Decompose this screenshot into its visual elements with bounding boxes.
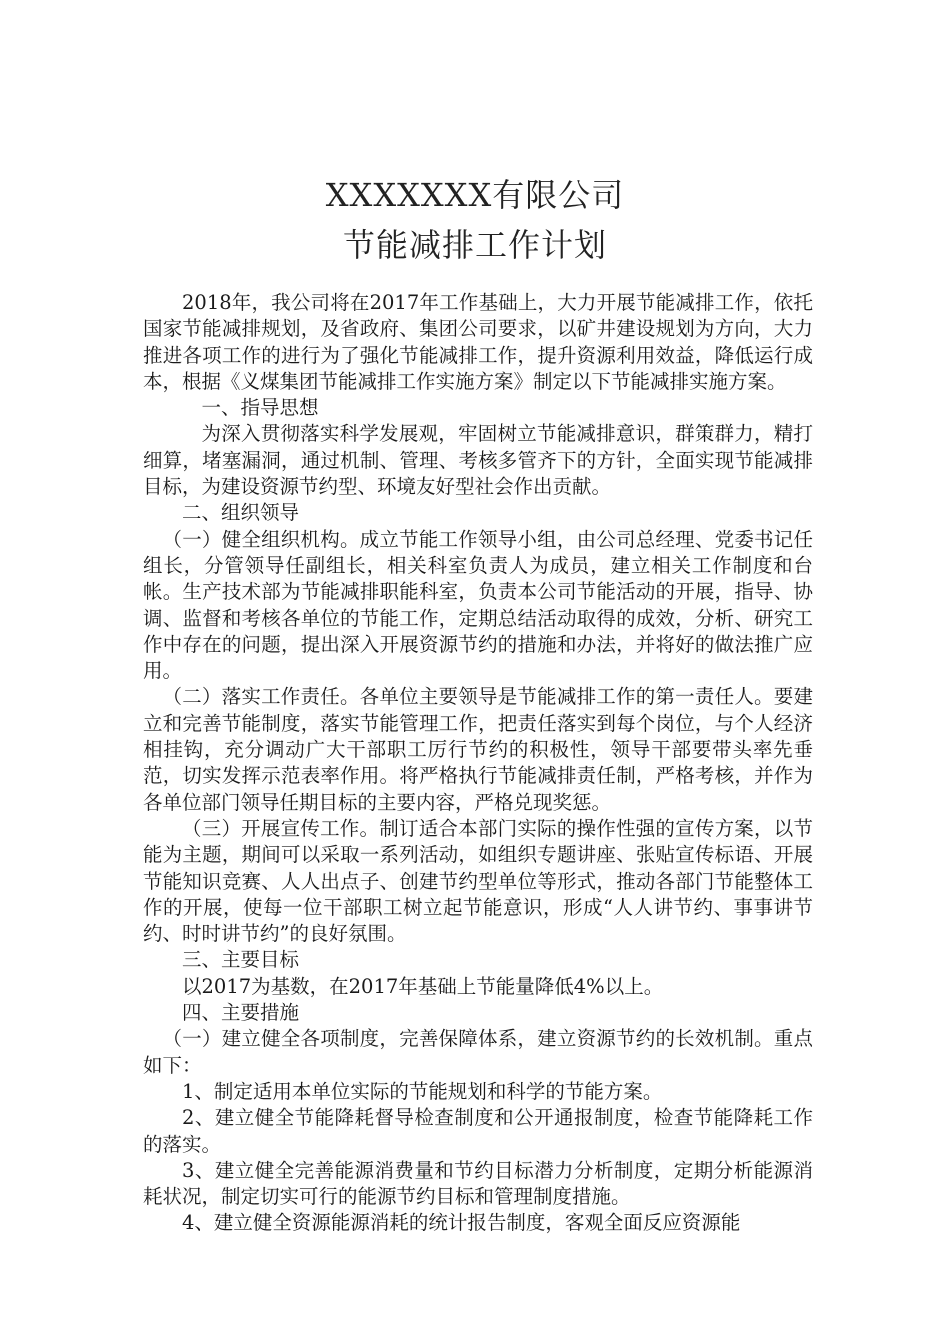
measures-subitem-4: 4、建立健全资源能源消耗的统计报告制度，客观全面反应资源能: [182, 1211, 741, 1235]
guiding-ideology-paragraph: 为深入贯彻落实科学发展观，牢固树立节能减排意识，群策群力，精打细算，堵塞漏洞，通过机制、管理、考核多管齐下的方针，全面实现节能减排目标，为建设资源节约型、环境友好型社会作出贡献。: [143, 422, 813, 499]
section-heading-organization: 二、组织领导: [182, 501, 300, 525]
intro-paragraph: 2018年，我公司将在2017年工作基础上，大力开展节能减排工作，依托国家节能减排规划，及省政府、集团公司要求，以矿井建设规划为方向，大力推进各项工作的进行为了强化节能减排工作，提升资源利用效益，降低运行成本，根据《义煤集团节能减排工作实施方案》制定以下节能减排实施方案。: [143, 291, 813, 393]
document-body: [143, 290, 813, 1237]
organization-item-2: （二）落实工作责任。各单位主要领导是节能减排工作的第一责任人。要建立和完善节能制度，落实节能管理工作，把责任落实到每个岗位，与个人经济相挂钩，充分调动广大干部职工厉行节约的积极性，领导干部要带头率先垂范，切实发挥示范表率作用。将严格执行节能减排责任制，严格考核，并作为各单位部门领导任期目标的主要内容，严格兑现奖惩。: [143, 685, 813, 814]
plan-title: 节能减排工作计划: [342, 226, 607, 264]
measures-subitem-3: 3、建立健全完善能源消费量和节约目标潜力分析制度，定期分析能源消耗状况，制定切实可行的能源节约目标和管理制度措施。: [143, 1158, 813, 1209]
measures-subitem-1: 1、制定适用本单位实际的节能规划和科学的节能方案。: [182, 1079, 663, 1103]
measures-subitem-2: 2、建立健全节能降耗督导检查制度和公开通报制度，检查节能降耗工作的落实。: [143, 1106, 813, 1156]
measures-item-1: （一）建立健全各项制度，完善保障体系，建立资源节约的长效机制。重点如下：: [143, 1027, 813, 1077]
section-heading-guiding-ideology: 一、指导思想: [201, 396, 319, 420]
company-name-title: XXXXXXX有限公司: [325, 176, 625, 214]
title-block: [0, 170, 950, 270]
section-heading-main-goals: 三、主要目标: [182, 948, 300, 972]
organization-item-1: （一）健全组织机构。成立节能工作领导小组，由公司总经理、党委书记任组长，分管领导任副组长，相关科室负责人为成员，建立相关工作制度和台帐。生产技术部为节能减排职能科室，负责本公司节能活动的开展，指导、协调、监督和考核各单位的节能工作，定期总结活动取得的成效，分析、研究工作中存在的问题，提出深入开展资源节约的措施和办法，并将好的做法推广应用。: [143, 527, 813, 683]
main-goals-paragraph: 以2017为基数，在2017年基础上节能量降低4%以上。: [182, 974, 664, 998]
section-heading-main-measures: 四、主要措施: [182, 1001, 300, 1025]
organization-item-3: （三）开展宣传工作。制订适合本部门实际的操作性强的宣传方案，以节能为主题，期间可以采取一系列活动，如组织专题讲座、张贴宣传标语、开展节能知识竞赛、人人出点子、创建节约型单位等形式，推动各部门节能整体工作的开展，使每一位干部职工树立起节能意识，形成“人人讲节约、事事讲节约、时时讲节约”的良好氛围。: [143, 816, 813, 946]
